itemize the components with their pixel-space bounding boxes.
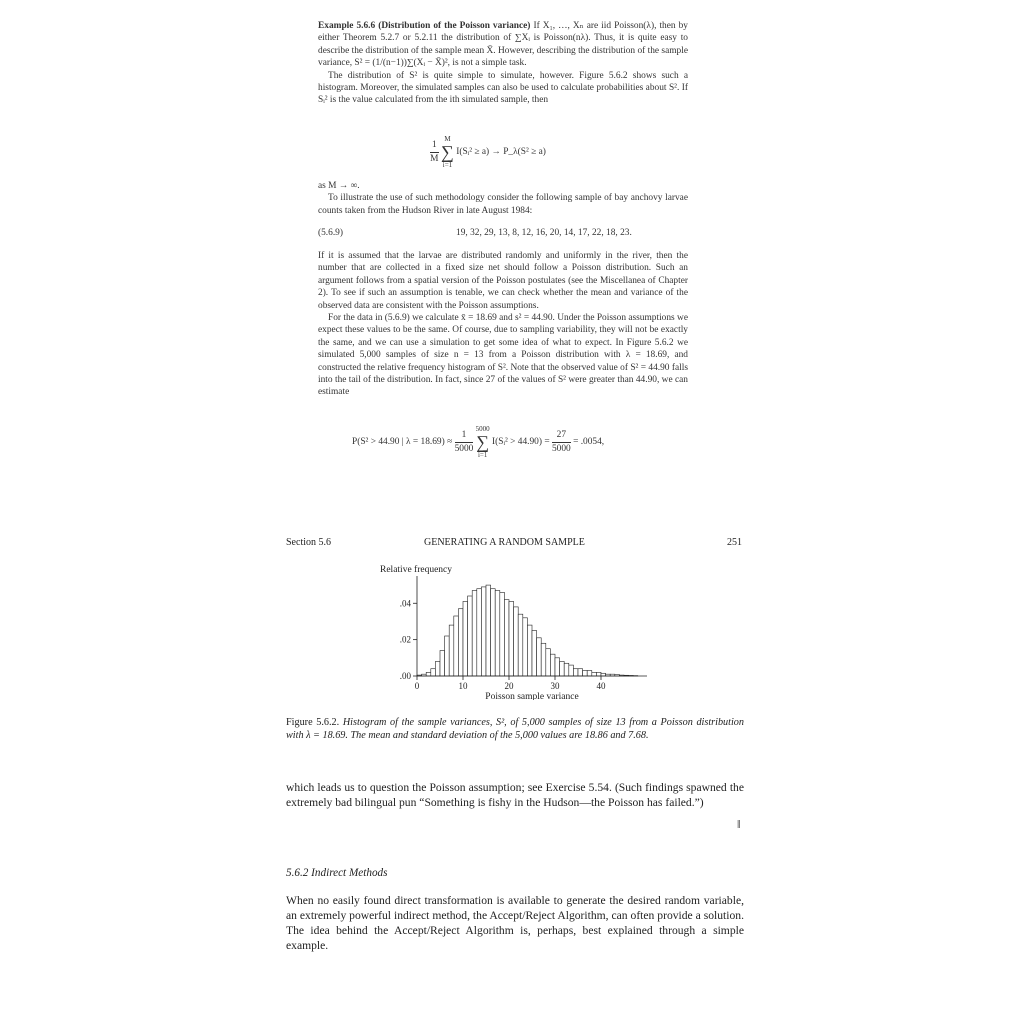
histogram-bar: [564, 663, 569, 676]
eq2-right: = .0054,: [573, 436, 605, 447]
histogram-bar: [468, 596, 473, 676]
header-page-number: 251: [727, 537, 742, 548]
histogram-bar: [573, 669, 578, 676]
eq2-sum: 5000 ∑ i=1: [475, 425, 490, 459]
x-axis-label: Poisson sample variance: [485, 692, 579, 700]
histogram-bar: [454, 616, 459, 676]
histogram-bar: [596, 672, 601, 676]
example-block-3: [318, 250, 688, 399]
x-tick-label: 30: [550, 681, 560, 691]
histogram-bar: [509, 601, 514, 676]
caption-label: Figure 5.6.2.: [286, 717, 340, 728]
histogram-bar: [440, 651, 445, 676]
x-tick-label: 20: [504, 681, 514, 691]
page-header: [286, 537, 742, 551]
histogram-chart: [372, 560, 702, 700]
histogram-bar: [431, 669, 436, 676]
example-block-2: [318, 180, 688, 217]
eq1-sum: M ∑ i=1: [441, 135, 454, 169]
histogram-bar: [435, 661, 440, 676]
example-paragraph-2: The distribution of S² is quite simple to simulate, however. Figure 5.6.2 shows such a histogram. Moreover, the simulated samples can also be used to calculate probabilities about S². If Sᵢ² is the value calculated from the ith simulated sample, then: [318, 70, 688, 106]
example-p1-text: If X₁, …, Xₙ are iid Poisson(λ), then by either Theorem 5.2.7 or 5.2.11 the distribution of ∑Xᵢ is Poisson(nλ). Thus, it is quite easy to describe the distribution of the sample mean X̄. However, describing the distribution of the sample variance, S² = (1/(n−1))∑(Xᵢ − X̄)², is not a simple task.: [318, 21, 688, 69]
histogram-bars: [417, 585, 638, 676]
histogram-bar: [587, 671, 592, 676]
example-lead: Example 5.6.6 (Distribution of the Poisson variance): [318, 21, 531, 31]
histogram-bar: [514, 607, 519, 676]
histogram-bar: [445, 636, 450, 676]
section-paragraph: When no easily found direct transformation is available to generate the desired random variable, an extremely powerful indirect method, the Accept/Reject Algorithm, can often provide a solution. The idea behind the Accept/Reject Algorithm is, perhaps, best explained through a simple example.: [286, 894, 744, 952]
histogram-bar: [550, 654, 555, 676]
histogram-bar: [560, 661, 565, 676]
histogram-bar: [504, 600, 509, 676]
end-of-example-mark: ‖: [737, 817, 741, 831]
example-paragraph-4: To illustrate the use of such methodology consider the following sample of bay anchovy larvae counts taken from the Hudson River in late August 1984:: [318, 193, 688, 216]
section-heading: 5.6.2 Indirect Methods: [286, 867, 388, 879]
histogram-bar: [541, 643, 546, 676]
histogram-bar: [601, 673, 606, 676]
example-block: [318, 20, 688, 107]
histogram-bar: [426, 672, 431, 676]
equation-2: [352, 425, 772, 461]
histogram-bar: [518, 614, 523, 676]
caption-text: Histogram of the sample variances, S², of 5,000 samples of size 13 from a Poisson distribution with λ = 18.69. The mean and standard deviation of the 5,000 values are 18.86 and 7.68.: [286, 717, 744, 741]
histogram-bar: [583, 671, 588, 676]
histogram-bar: [537, 638, 542, 676]
example-paragraph-1: [318, 20, 688, 70]
histogram-bar: [500, 592, 505, 676]
histogram-bar: [532, 631, 537, 676]
histogram-bar: [491, 589, 496, 676]
example-paragraph-3: as M → ∞.: [318, 181, 360, 191]
histogram-bar: [486, 585, 491, 676]
eq2-fraction: $\frac{1}{5000}$: [454, 430, 474, 454]
header-title: GENERATING A RANDOM SAMPLE: [424, 537, 585, 548]
histogram-bar: [569, 665, 574, 676]
histogram-bar: [477, 589, 482, 676]
sigma-symbol: ∑: [476, 432, 490, 452]
histogram-bar: [472, 591, 477, 676]
data-display: [318, 227, 688, 239]
sigma-symbol: ∑: [441, 142, 454, 162]
y-tick-label: .00: [399, 671, 411, 681]
example-paragraph-6: For the data in (5.6.9) we calculate x̄ = 18.69 and s² = 44.90. Under the Poisson assumptions we expect these values to be the same. Of course, due to sampling variability, they will not be exactly the same, and we can use a simulation to get some idea of what to expect. In Figure 5.6.2 we simulated 5,000 samples of size n = 13 from a Poisson distribution with λ = 18.69, and constructed the relative frequency histogram of S². Note that the observed value of S² = 44.90 falls into the tail of the distribution. In fact, since 27 of the values of S² were greater than 44.90, we can estimate: [318, 313, 688, 398]
x-tick-label: 40: [596, 681, 606, 691]
y-ticks: [400, 598, 417, 681]
eq1-fraction: $\frac{1}{M}$: [430, 140, 439, 164]
histogram-bar: [592, 672, 597, 676]
equation-1: [430, 135, 690, 181]
eq1-body: I(Sᵢ² ≥ a) → P_λ(S² ≥ a): [456, 146, 546, 157]
histogram-bar: [578, 669, 583, 676]
x-tick-label: 10: [458, 681, 468, 691]
histogram-bar: [495, 591, 500, 676]
x-tick-label: 0: [414, 681, 420, 691]
eq2-fraction-2: $\frac{27}{5000}$: [551, 430, 571, 454]
histogram-bar: [527, 625, 532, 676]
eq2-left: P(S² > 44.90 | λ = 18.69) ≈: [352, 436, 453, 447]
y-tick-label: .04: [399, 598, 411, 609]
data-values: 19, 32, 29, 13, 8, 12, 16, 20, 14, 17, 22, 18, 23.: [456, 228, 632, 238]
example-paragraph-5: If it is assumed that the larvae are distributed randomly and uniformly in the river, then the number that are collected in a fixed size net should follow a Poisson distribution. Such an argument follows from a spatial version of the Poisson postulates (see the Miscellanea of Chapter 2). To see if such an assumption is tenable, we can check whether the mean and variance of the observed data are consistent with the Poisson assumptions.: [318, 251, 688, 311]
histogram-bar: [449, 625, 454, 676]
conclusion-paragraph: which leads us to question the Poisson assumption; see Exercise 5.54. (Such findings spawned the extremely bad bilingual pun “Something is fishy in the Hudson—the Poisson has failed.”): [286, 781, 744, 809]
histogram-bar: [555, 658, 560, 676]
histogram-bar: [463, 601, 468, 676]
y-tick-label: .02: [399, 634, 411, 645]
histogram-bar: [481, 587, 486, 676]
figure-caption: [286, 716, 744, 742]
histogram-bar: [458, 609, 463, 676]
data-label: (5.6.9): [318, 228, 343, 238]
histogram-bar: [546, 649, 551, 676]
y-axis-label: Relative frequency: [380, 565, 453, 575]
eq2-mid: I(Sᵢ² > 44.90) =: [492, 436, 550, 447]
x-ticks: [415, 676, 606, 691]
histogram-bar: [523, 618, 528, 676]
header-section: Section 5.6: [286, 537, 331, 548]
